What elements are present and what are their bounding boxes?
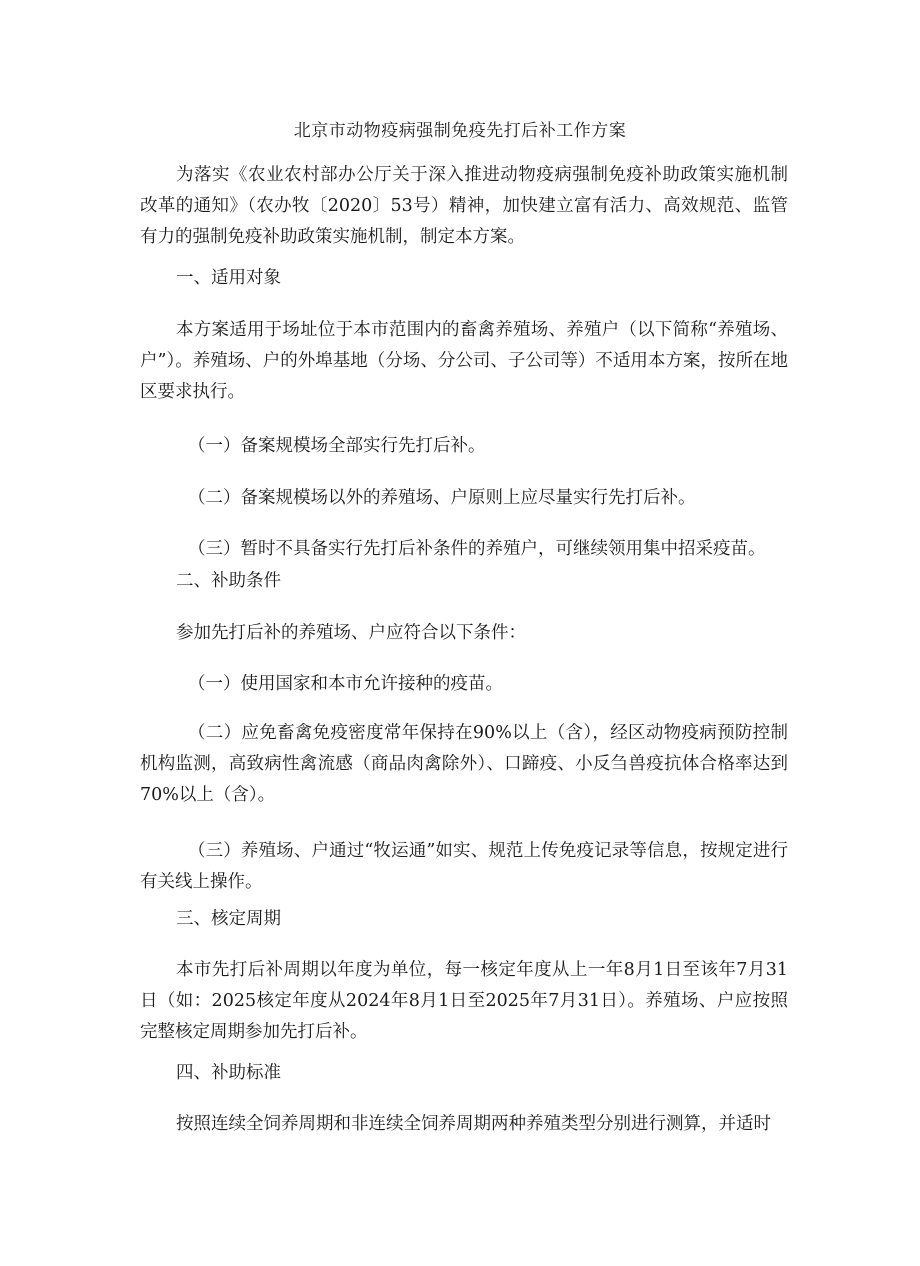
intro-paragraph: 为落实《农业农村部办公厅关于深入推进动物疫病强制免疫补助政策实施机制改革的通知》（农办牧〔2020〕53号）精神，加快建立富有活力、高效规范、监管有力的强制免疫补助政策实施机制，制定本方案。: [140, 165, 788, 247]
section-2-item-3: （三）养殖场、户通过“牧运通”如实、规范上传免疫记录等信息，按规定进行有关线上操作。: [140, 841, 788, 892]
section-4-lead: 按照连续全饲养周期和非连续全饲养周期两种养殖类型分别进行测算，并适时: [176, 1114, 771, 1134]
section-heading-3: 三、核定周期: [176, 909, 281, 929]
section-heading-2: 二、补助条件: [176, 571, 281, 591]
section-1-item-2: （二）备案规模场以外的养殖场、户原则上应尽量实行先打后补。: [188, 488, 696, 508]
section-2-item-2: （二）应免畜禽免疫密度常年保持在90%以上（含），经区动物疫病预防控制机构监测，高致病性禽流感（商品肉禽除外）、口蹄疫、小反刍兽疫抗体合格率达到70%以上（含）。: [140, 723, 788, 805]
section-2-lead: 参加先打后补的养殖场、户应符合以下条件：: [176, 623, 526, 643]
section-1-item-1: （一）备案规模场全部实行先打后补。: [188, 436, 486, 456]
section-1-item-3: （三）暂时不具备实行先打后补条件的养殖户，可继续领用集中招采疫苗。: [188, 539, 766, 559]
page-title: 北京市动物疫病强制免疫先打后补工作方案: [293, 121, 627, 141]
section-heading-1: 一、适用对象: [176, 268, 281, 288]
section-3-lead: 本市先打后补周期以年度为单位，每一核定年度从上一年8月1日至该年7月31日（如：2025核定年度从2024年8月1日至2025年7月31日）。养殖场、户应按照完整核定周期参加先打后补。: [140, 960, 788, 1042]
section-2-item-1: （一）使用国家和本市允许接种的疫苗。: [188, 674, 503, 694]
section-1-lead: 本方案适用于场址位于本市范围内的畜禽养殖场、养殖户（以下简称“养殖场、户”）。养殖场、户的外埠基地（分场、分公司、子公司等）不适用本方案，按所在地区要求执行。: [140, 320, 788, 402]
section-heading-4: 四、补助标准: [176, 1063, 281, 1083]
